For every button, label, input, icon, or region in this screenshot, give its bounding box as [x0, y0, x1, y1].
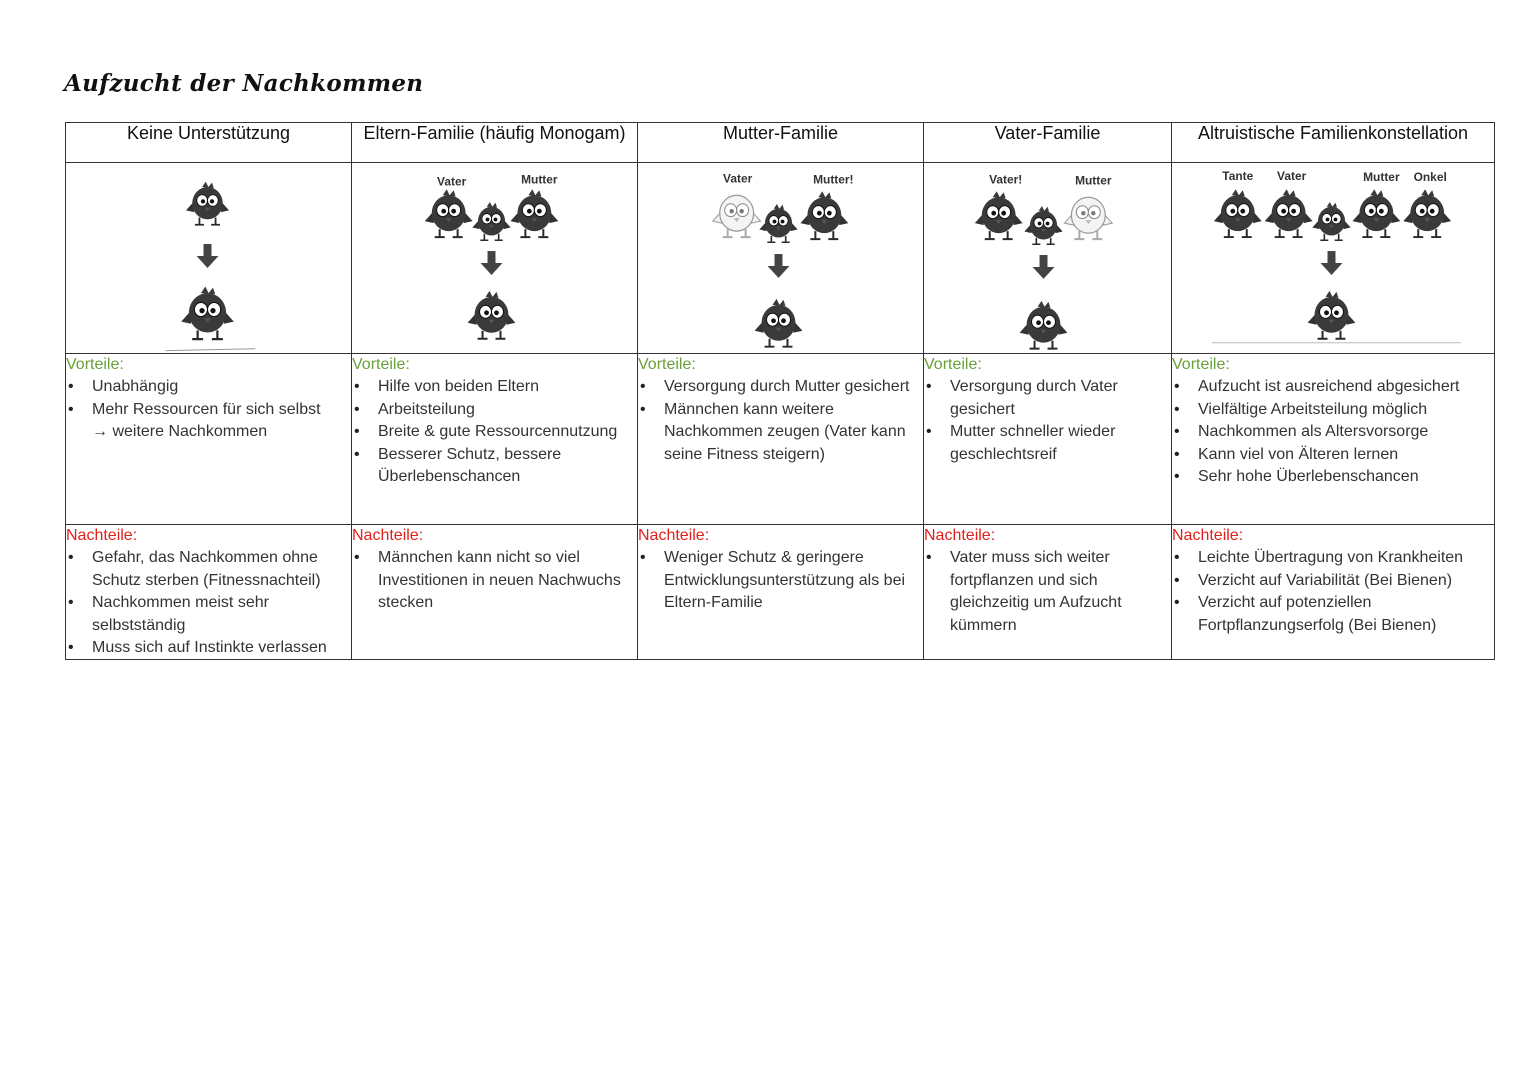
label-mutter: Mutter [1363, 170, 1400, 185]
cons-cell [638, 525, 924, 660]
chick-bird-icon [1024, 206, 1062, 244]
pros-label: Vorteile: [1172, 356, 1230, 373]
list-item: • Kann viel von Älteren lernen [1198, 444, 1494, 466]
list-item: • Weniger Schutz & geringere Entwicklungsunterstützung als bei Eltern-Familie [664, 547, 923, 614]
list-item: • Gefahr, das Nachkommen ohne Schutz sterben (Fitnessnachteil) [92, 547, 351, 592]
illustration-eltern-familie [352, 163, 638, 354]
pros-label: Vorteile: [352, 356, 410, 373]
list-item: • Mehr Ressourcen für sich selbst [92, 399, 351, 421]
mother-bird-icon [510, 189, 558, 237]
offspring-bird-icon [755, 299, 803, 347]
family-comparison-table [65, 122, 1495, 660]
list-item: • Sehr hohe Überlebenschancen [1198, 466, 1494, 488]
arrow-down-icon [197, 244, 219, 268]
label-onkel: Onkel [1413, 170, 1447, 185]
header-vater-familie: Vater-Familie [924, 123, 1172, 163]
aunt-bird-icon [1214, 189, 1262, 237]
label-tante: Tante [1222, 169, 1254, 184]
document-title: Aufzucht der Nachkommen [64, 70, 424, 97]
father-bird-icon [975, 191, 1023, 239]
arrow-down-icon [768, 254, 790, 278]
list-item: • Versorgung durch Mutter gesichert [664, 376, 923, 398]
mother-bird-icon [1352, 189, 1400, 237]
cons-cell [352, 525, 638, 660]
list-item: • Verzicht auf Variabilität (Bei Bienen) [1198, 570, 1494, 592]
list-item: • Vater muss sich weiter fortpflanzen und sich gleichzeitig um Aufzucht kümmern [950, 547, 1171, 637]
header-keine-unterstuetzung: Keine Unterstützung [66, 123, 352, 163]
pros-cell [638, 354, 924, 525]
list-item: • Muss sich auf Instinkte verlassen [92, 637, 351, 659]
pros-cell [924, 354, 1172, 525]
header-mutter-familie: Mutter-Familie [638, 123, 924, 163]
list-item: • Mutter schneller wieder geschlechtsreif [950, 421, 1171, 466]
cons-cell [66, 525, 352, 660]
list-item: • Nachkommen meist sehr selbstständig [92, 592, 351, 637]
list-item: • Verzicht auf potenziellen Fortpflanzungserfolg (Bei Bienen) [1198, 592, 1494, 637]
cons-label: Nachteile: [924, 527, 996, 544]
pros-label: Vorteile: [924, 356, 982, 373]
cons-cell [1172, 525, 1495, 660]
pros-cell [66, 354, 352, 525]
arrow-down-icon [1033, 255, 1055, 279]
illustration-keine-unterstuetzung [66, 163, 352, 354]
list-item: • Unabhängig [92, 376, 351, 398]
label-mutter: Mutter [1075, 173, 1112, 188]
father-bird-icon [425, 189, 473, 237]
offspring-bird-icon [181, 287, 234, 340]
label-vater: Vater! [989, 172, 1023, 187]
arrow-down-icon [481, 251, 503, 275]
cons-label: Nachteile: [66, 527, 138, 544]
chick-bird-icon [759, 204, 797, 242]
list-item: • Aufzucht ist ausreichend abgesichert [1198, 376, 1494, 398]
pros-cell [352, 354, 638, 525]
pros-cell [1172, 354, 1495, 525]
illustration-altruistische-familie [1172, 163, 1495, 354]
offspring-bird-icon [1308, 291, 1356, 339]
parent-bird-icon [186, 182, 229, 225]
label-mutter: Mutter [521, 172, 558, 187]
list-item: • Männchen kann nicht so viel Investitionen in neuen Nachwuchs stecken [378, 547, 637, 614]
list-item: • Versorgung durch Vater gesichert [950, 376, 1171, 421]
label-vater: Vater [437, 174, 467, 189]
father-bird-icon [713, 195, 761, 237]
uncle-bird-icon [1403, 189, 1451, 237]
cons-cell [924, 525, 1172, 660]
list-item: • Leichte Übertragung von Krankheiten [1198, 547, 1494, 569]
list-item: • Breite & gute Ressourcennutzung [378, 421, 637, 443]
cons-label: Nachteile: [352, 527, 424, 544]
header-altruistische-familie: Altruistische Familienkonstellation [1172, 123, 1495, 163]
illustration-vater-familie [924, 163, 1172, 354]
offspring-bird-icon [1020, 301, 1068, 349]
label-vater: Vater [1277, 169, 1307, 184]
pros-label: Vorteile: [638, 356, 696, 373]
label-vater: Vater [723, 171, 753, 186]
cons-label: Nachteile: [1172, 527, 1244, 544]
mother-bird-icon [1064, 197, 1112, 239]
father-bird-icon [1265, 189, 1313, 237]
chick-bird-icon [1312, 202, 1350, 240]
label-mutter: Mutter! [813, 172, 854, 187]
list-item: • Nachkommen als Altersvorsorge [1198, 421, 1494, 443]
illustration-mutter-familie [638, 163, 924, 354]
offspring-bird-icon [468, 291, 516, 339]
cons-label: Nachteile: [638, 527, 710, 544]
list-item: • Besserer Schutz, bessere Überlebenschancen [378, 444, 637, 489]
arrow-down-icon [1321, 251, 1343, 275]
mother-bird-icon [800, 191, 848, 239]
list-item: • Vielfältige Arbeitsteilung möglich [1198, 399, 1494, 421]
list-item: • Hilfe von beiden Eltern [378, 376, 637, 398]
list-item: • Arbeitsteilung [378, 399, 637, 421]
pros-label: Vorteile: [66, 356, 124, 373]
header-eltern-familie: Eltern-Familie (häufig Monogam) [352, 123, 638, 163]
chick-bird-icon [472, 202, 510, 240]
list-item: • Männchen kann weitere Nachkommen zeugen (Vater kann seine Fitness steigern) [664, 399, 923, 466]
sub-item: → weitere Nachkommen [92, 423, 268, 441]
